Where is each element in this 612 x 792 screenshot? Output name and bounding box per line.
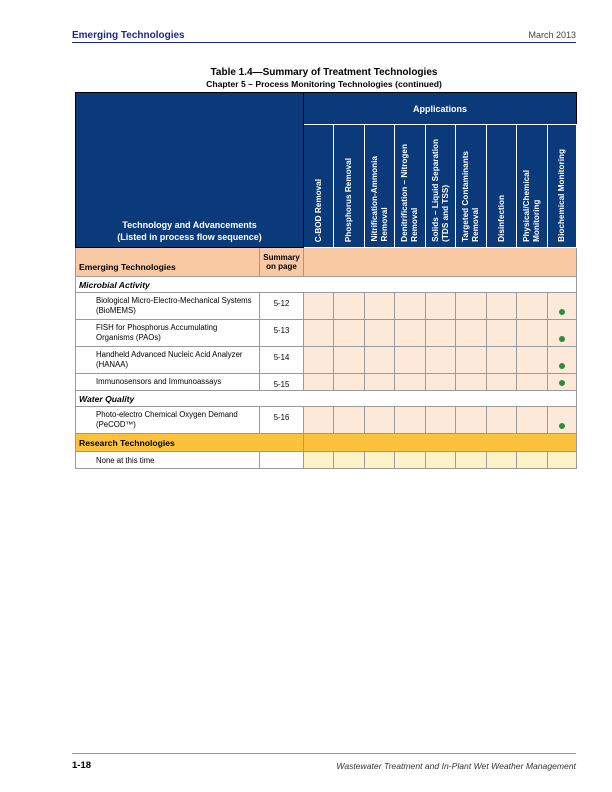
application-label: Disinfection [496, 195, 506, 242]
header-rule [72, 42, 576, 43]
application-label: Phosphorus Removal [344, 157, 354, 242]
technology-name: Handheld Advanced Nucleic Acid Analyzer (HANAA) [76, 347, 260, 374]
application-cell [365, 293, 395, 320]
footer-rule [72, 753, 576, 754]
application-cell [456, 347, 487, 374]
table-row [76, 407, 577, 434]
summary-page: 5-16 [260, 407, 304, 434]
applicable-dot-icon [559, 309, 565, 315]
technology-name: Biological Micro-Electro-Mechanical Systems (BioMEMS) [76, 293, 260, 320]
application-cell [548, 374, 577, 391]
section-fill [304, 248, 577, 277]
application-cell [456, 452, 487, 469]
technology-name: Photo-electro Chemical Oxygen Demand (PeCOD™) [76, 407, 260, 434]
application-cell [395, 452, 426, 469]
application-cell [487, 293, 517, 320]
application-cell [395, 320, 426, 347]
application-cell [426, 407, 456, 434]
technology-header-line2: (Listed in process flow sequence) [117, 232, 262, 242]
summary-page: 5-13 [260, 320, 304, 347]
section-row-emerging [76, 248, 577, 277]
application-cell [395, 347, 426, 374]
application-cell [334, 374, 365, 391]
summary-page: 5-14 [260, 347, 304, 374]
section-label: Emerging Technologies [76, 248, 260, 277]
section-fill [304, 434, 577, 452]
application-cell [456, 374, 487, 391]
section-row-research [76, 434, 577, 452]
table-row [76, 452, 577, 469]
application-cell [487, 347, 517, 374]
application-cell [456, 293, 487, 320]
table-row [76, 320, 577, 347]
applicable-dot-icon [559, 336, 565, 342]
table-subtitle: Chapter 5 – Process Monitoring Technologies (continued) [206, 79, 442, 89]
application-column-header [395, 125, 426, 248]
application-cell [395, 407, 426, 434]
application-cell [395, 293, 426, 320]
application-cell [456, 320, 487, 347]
application-cell [548, 407, 577, 434]
header-section: Emerging Technologies [72, 30, 185, 41]
application-cell [517, 320, 548, 347]
application-cell [304, 407, 334, 434]
application-cell [426, 347, 456, 374]
application-cell [304, 293, 334, 320]
footer-page-number: 1-18 [72, 760, 92, 771]
application-cell [487, 374, 517, 391]
technology-header-line1: Technology and Advancements [122, 220, 257, 230]
application-column-header [304, 125, 334, 248]
summary-label-line1: Summary [263, 253, 300, 262]
application-label: Solids – Liquid Separation (TDS and TSS) [430, 139, 450, 242]
application-cell [365, 320, 395, 347]
application-cell [517, 347, 548, 374]
application-cell [487, 320, 517, 347]
applicable-dot-icon [559, 363, 565, 369]
footer-document-title: Wastewater Treatment and In-Plant Wet Weather Management [336, 761, 576, 771]
summary-label-line2: on page [266, 262, 297, 271]
application-cell [365, 347, 395, 374]
application-cell [334, 347, 365, 374]
header-date: March 2013 [528, 30, 576, 40]
application-cell [365, 407, 395, 434]
application-column-header [365, 125, 395, 248]
application-cell [334, 452, 365, 469]
application-cell [487, 407, 517, 434]
technology-name: FISH for Phosphorus Accumulating Organisms (PAOs) [76, 320, 260, 347]
technology-name: None at this time [76, 452, 260, 469]
application-column-header [487, 125, 517, 248]
technology-header [76, 93, 304, 248]
subcategory-row [76, 277, 577, 293]
summary-page: 5-12 [260, 293, 304, 320]
application-cell [517, 452, 548, 469]
summary-on-page-header [260, 248, 304, 277]
application-label: Denitrification – Nitrogen Removal [400, 144, 420, 242]
application-cell [517, 374, 548, 391]
application-cell [517, 293, 548, 320]
application-cell [365, 374, 395, 391]
application-cell [395, 374, 426, 391]
application-cell [548, 347, 577, 374]
application-column-header [334, 125, 365, 248]
application-cell [304, 374, 334, 391]
application-cell [426, 320, 456, 347]
application-cell [334, 320, 365, 347]
application-cell [334, 293, 365, 320]
applicable-dot-icon [559, 380, 565, 386]
table-body [76, 93, 577, 469]
subcategory-label: Water Quality [76, 391, 577, 407]
table-row [76, 374, 577, 391]
subcategory-label: Microbial Activity [76, 277, 577, 293]
summary-page [260, 452, 304, 469]
application-cell [426, 452, 456, 469]
application-label: Biochemical Monitoring [557, 149, 567, 242]
application-cell [304, 320, 334, 347]
application-cell [426, 374, 456, 391]
application-column-header [548, 125, 577, 248]
summary-page: 5-15 [260, 374, 304, 391]
table-title: Table 1.4—Summary of Treatment Technologies [210, 67, 438, 78]
applications-header: Applications [304, 93, 577, 125]
application-label: Targeted Contaminants Removal [461, 151, 481, 242]
application-label: Physical/Chemical Monitoring [522, 170, 542, 242]
application-column-header [426, 125, 456, 248]
summary-table-container [75, 92, 576, 469]
application-cell [517, 407, 548, 434]
application-column-header [517, 125, 548, 248]
research-section-label: Research Technologies [76, 434, 304, 452]
application-cell [304, 452, 334, 469]
application-column-header [456, 125, 487, 248]
application-cell [334, 407, 365, 434]
table-row [76, 347, 577, 374]
application-cell [548, 320, 577, 347]
application-cell [304, 347, 334, 374]
application-cell [487, 452, 517, 469]
subcategory-row [76, 391, 577, 407]
application-cell [456, 407, 487, 434]
application-label: Nitrification-Ammonia Removal [369, 156, 389, 242]
application-cell [426, 293, 456, 320]
application-label: C-BOD Removal [313, 178, 323, 242]
summary-table [75, 92, 577, 469]
table-row [76, 293, 577, 320]
technology-name: Immunosensors and Immunoassays [76, 374, 260, 391]
application-cell [548, 293, 577, 320]
application-cell [365, 452, 395, 469]
applicable-dot-icon [559, 423, 565, 429]
header-row [76, 93, 577, 125]
application-cell [548, 452, 577, 469]
